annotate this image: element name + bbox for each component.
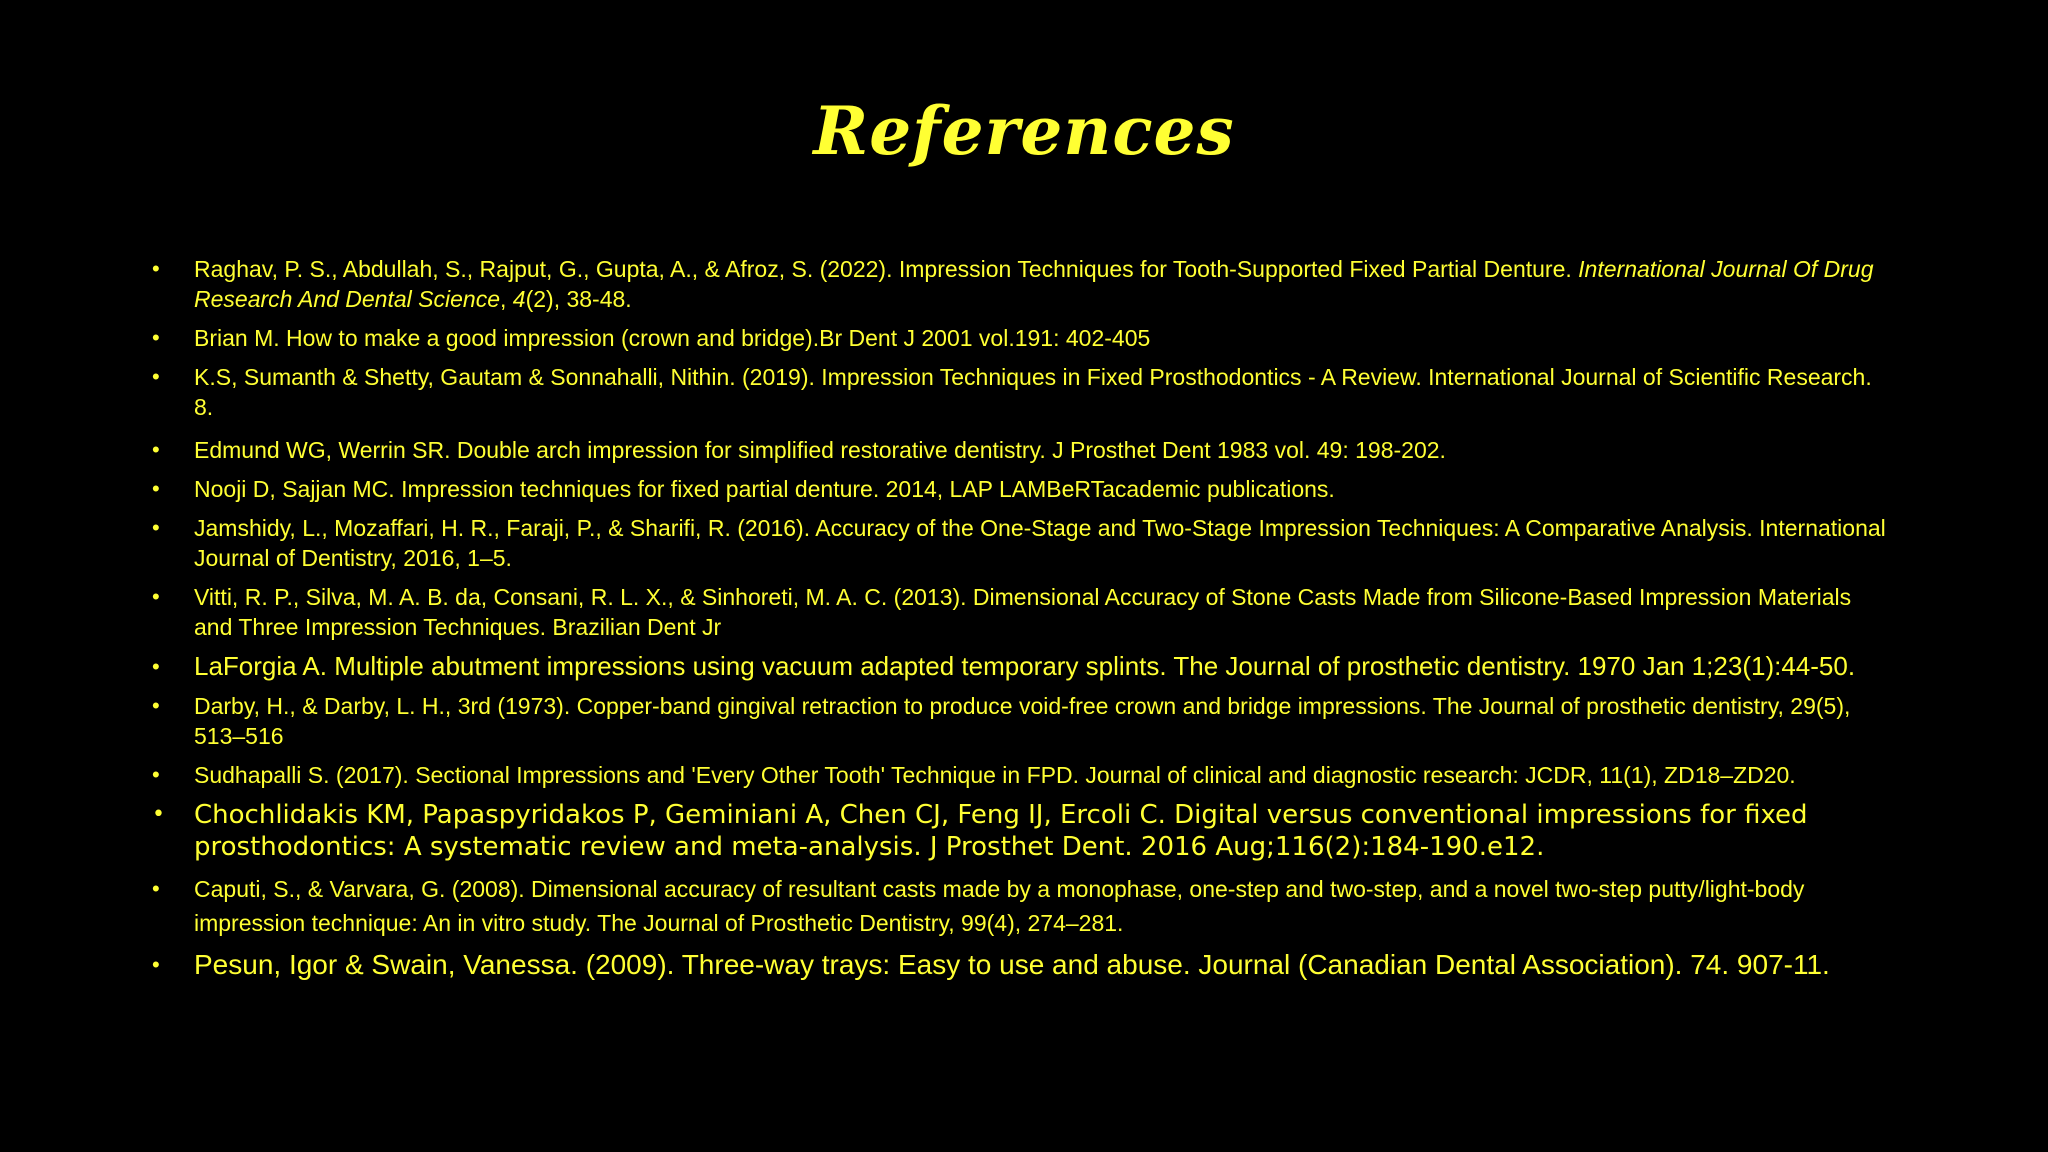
bullet-icon: • — [152, 802, 165, 827]
reference-volume: 4 — [512, 286, 526, 312]
bullet-icon: • — [152, 762, 160, 787]
bullet-icon: • — [152, 654, 160, 679]
reference-text: Vitti, R. P., Silva, M. A. B. da, Consani, R. L. X., & Sinhoreti, M. A. C. (2013). Dimensional Accuracy of Stone Casts Made from Silicone-Based Impression Materials and Three Impression Techniques. Brazilian Dent Jr — [194, 584, 1852, 640]
reference-text: K.S, Sumanth & Shetty, Gautam & Sonnahalli, Nithin. (2019). Impression Techniques in Fixed Prosthodontics - A Review. International Journal of Scientific Research. 8. — [194, 364, 1872, 420]
bullet-icon: • — [152, 476, 160, 501]
reference-text: Pesun, Igor & Swain, Vanessa. (2009). Three-way trays: Easy to use and abuse. Journal (Canadian Dental Association). 74. 907-11. — [194, 949, 1830, 980]
bullet-icon: • — [152, 693, 160, 718]
reference-text: Chochlidakis KM, Papaspyridakos P, Geminiani A, Chen CJ, Feng IJ, Ercoli C. Digital versus conventional impressions for fixed prosthodontics: A systematic review and meta-analysis. J Prosthet Dent. 2016 Aug;116(2):184-190.e12. — [194, 800, 1808, 862]
reference-item-10 — [152, 760, 1892, 790]
bullet-icon: • — [152, 952, 160, 977]
bullet-icon: • — [152, 364, 160, 389]
bullet-icon: • — [152, 325, 160, 350]
reference-item-1 — [152, 254, 1892, 314]
reference-journal: International Journal Of Drug Research And Dental Science — [194, 256, 1874, 312]
reference-text: Darby, H., & Darby, L. H., 3rd (1973). Copper-band gingival retraction to produce void-free crown and bridge impressions. The Journal of prosthetic dentistry, 29(5), 513–516 — [194, 693, 1851, 749]
reference-text: LaForgia A. Multiple abutment impressions using vacuum adapted temporary splints. The Journal of prosthetic dentistry. 1970 Jan 1;23(1):44-50. — [194, 651, 1856, 681]
bullet-icon: • — [152, 256, 160, 281]
reference-text: Raghav, P. S., Abdullah, S., Rajput, G., Gupta, A., & Afroz, S. (2022). Impression Techniques for Tooth-Supported Fixed Partial Denture. — [194, 256, 1579, 282]
reference-item-11 — [152, 799, 1892, 863]
reference-item-7 — [152, 582, 1892, 642]
bullet-icon: • — [152, 876, 160, 901]
reference-text-end: (2), 38-48. — [525, 286, 632, 312]
bullet-icon: • — [152, 515, 160, 540]
reference-text: Edmund WG, Werrin SR. Double arch impression for simplified restorative dentistry. J Prosthet Dent 1983 vol. 49: 198-202. — [194, 437, 1446, 463]
reference-item-2 — [152, 323, 1892, 353]
reference-item-9 — [152, 691, 1892, 751]
reference-item-3 — [152, 362, 1892, 422]
reference-text: Sudhapalli S. (2017). Sectional Impressions and 'Every Other Tooth' Technique in FPD. Journal of clinical and diagnostic research: JCDR, 11(1), ZD18–ZD20. — [194, 762, 1796, 788]
reference-text: Caputi, S., & Varvara, G. (2008). Dimensional accuracy of resultant casts made by a monophase, one-step and two-step, and a novel two-step putty/light-body impression technique: An in vitro study. The Journal of Prosthetic Dentistry, 99(4), 274–281. — [194, 876, 1805, 936]
reference-item-12 — [152, 872, 1892, 940]
reference-item-13 — [152, 949, 1892, 981]
bullet-icon: • — [152, 584, 160, 609]
references-list — [152, 254, 1892, 990]
reference-item-6 — [152, 513, 1892, 573]
reference-text: Nooji D, Sajjan MC. Impression techniques for fixed partial denture. 2014, LAP LAMBeRTacademic publications. — [194, 476, 1335, 502]
slide-title: References — [813, 92, 1235, 170]
bullet-icon: • — [152, 437, 160, 462]
reference-item-5 — [152, 474, 1892, 504]
reference-text: Jamshidy, L., Mozaffari, H. R., Faraji, P., & Sharifi, R. (2016). Accuracy of the One-Stage and Two-Stage Impression Techniques: A Comparative Analysis. International Journal of Dentistry, 2016, 1–5. — [194, 515, 1886, 571]
reference-item-4 — [152, 435, 1892, 465]
reference-item-8 — [152, 651, 1892, 682]
reference-text: Brian M. How to make a good impression (crown and bridge).Br Dent J 2001 vol.191: 402-405 — [194, 325, 1151, 351]
reference-text-sep: , — [500, 286, 513, 312]
